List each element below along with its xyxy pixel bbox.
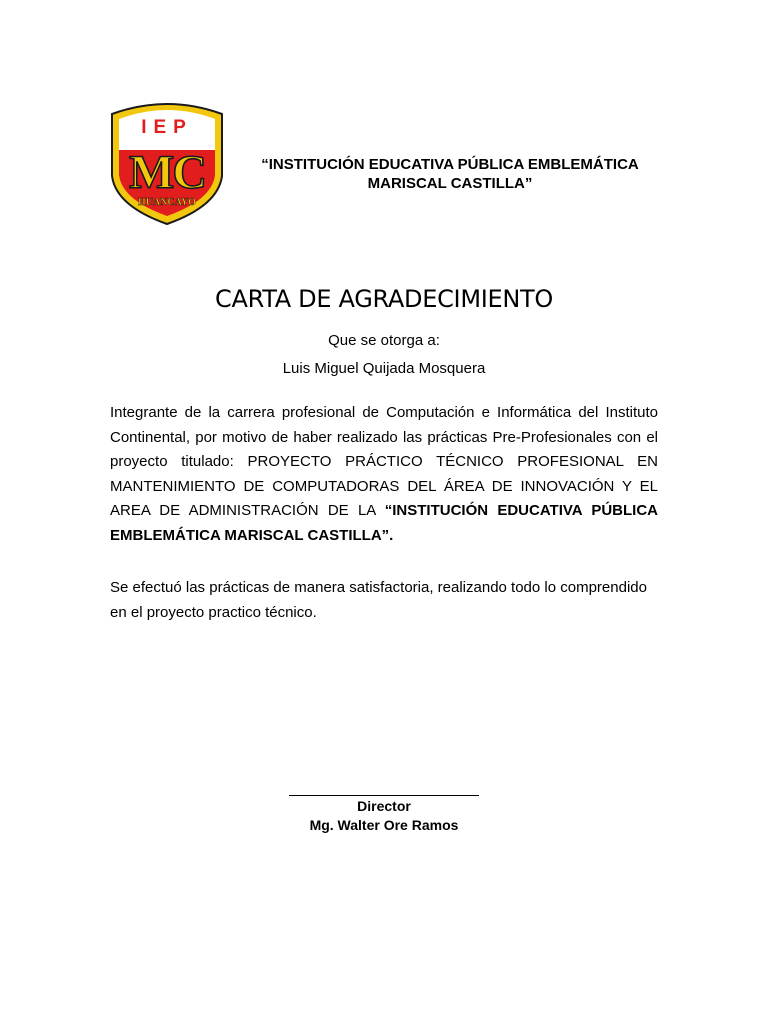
crest-letters: MC [129, 146, 205, 199]
recipient-name: Luis Miguel Quijada Mosquera [282, 360, 486, 377]
paragraph-1-institution: “INSTITUCIÓN EDUCATIVA PÚBLICA EMBLEMÁTICA MARISCAL CASTILLA”. [110, 502, 658, 544]
institution-line-2: MARISCAL CASTILLA” [367, 175, 533, 192]
signer-name: Mg. Walter Ore Ramos [309, 817, 459, 833]
letter-paragraph-1 [110, 401, 658, 548]
paragraph-1-text: Integrante de la carrera profesional de Computación e Informática del Instituto Continental, por motivo de haber realizado las prácticas Pre-Profesionales con el proyecto titulado: PROYECTO PRÁCTICO TÉCNICO PROFESIONAL EN MANTENIMIENTO DE COMPUTADORAS DEL ÁREA DE INNOVACIÓN Y EL AREA DE ADMINISTRACIÓN DE LA [110, 404, 658, 519]
letter-title: CARTA DE AGRADECIMIENTO [215, 285, 553, 313]
signer-role: Director [357, 798, 411, 814]
institution-line-1: “INSTITUCIÓN EDUCATIVA PÚBLICA EMBLEMÁTICA [261, 156, 639, 173]
school-crest-logo [108, 100, 226, 226]
institution-name [230, 155, 670, 193]
crest-top-text: IEP [141, 117, 193, 138]
signature-line [289, 795, 479, 796]
letter-paragraph-2: Se efectuó las prácticas de manera satisfactoria, realizando todo lo comprendido en el proyecto practico técnico. [110, 579, 647, 621]
crest-bottom-text: HUANCAYO [138, 197, 196, 208]
granted-to-label: Que se otorga a: [328, 332, 440, 349]
